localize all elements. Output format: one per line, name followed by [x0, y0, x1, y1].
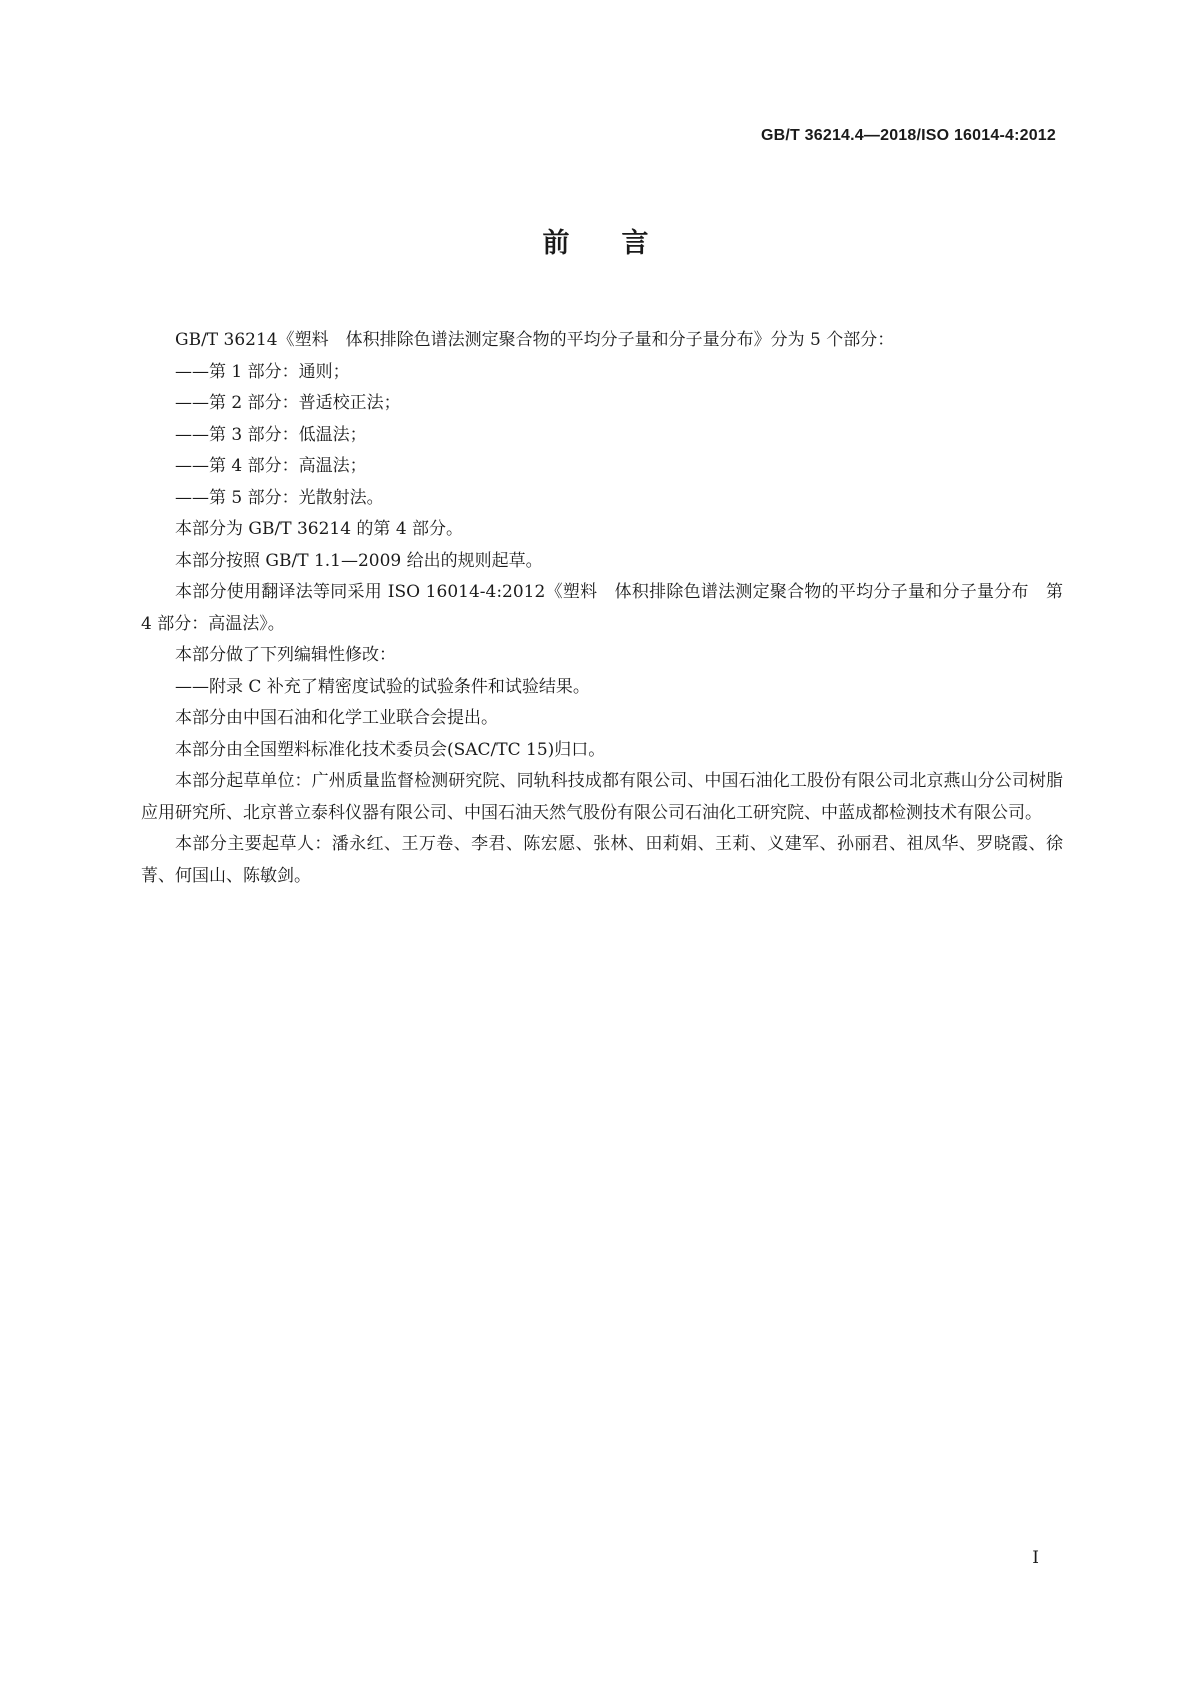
part-list-item: ——第 4 部分：高温法；: [175, 456, 367, 476]
drafting-units-statement: 本部分起草单位：广州质量监督检测研究院、同轨科技成都有限公司、中国石油化工股份有限公司北京燕山分公司树脂应用研究所、北京普立泰科仪器有限公司、中国石油天然气股份有限公司石油化工研究院、中蓝成都检测技术有限公司。: [141, 771, 1063, 823]
page-number: I: [1032, 1548, 1039, 1568]
part-list-item: ——第 1 部分：通则；: [175, 361, 350, 382]
drafting-rules-statement: 本部分按照 GB/T 1.1—2009 给出的规则起草。: [175, 550, 543, 571]
part-list-item: ——第 2 部分：普适校正法；: [175, 393, 401, 413]
adoption-statement: 本部分使用翻译法等同采用 ISO 16014-4:2012《塑料 体积排除色谱法测定聚合物的平均分子量和分子量分布 第 4 部分：高温法》。: [141, 582, 1063, 634]
edit-list-item: ——附录 C 补充了精密度试验的试验条件和试验结果。: [175, 676, 590, 697]
proposed-by-statement: 本部分由中国石油和化学工业联合会提出。: [175, 708, 498, 728]
intro-paragraph: GB/T 36214《塑料 体积排除色谱法测定聚合物的平均分子量和分子量分布》分为 5 个部分：: [175, 330, 895, 350]
foreword-body: [141, 325, 1063, 892]
part-of-statement: 本部分为 GB/T 36214 的第 4 部分。: [175, 519, 464, 539]
drafters-statement: 本部分主要起草人：潘永红、王万卷、李君、陈宏愿、张林、田莉娟、王莉、义建军、孙丽君、祖凤华、罗晓霞、徐菁、何国山、陈敏剑。: [141, 834, 1063, 886]
centralized-by-statement: 本部分由全国塑料标准化技术委员会(SAC/TC 15)归口。: [175, 739, 606, 760]
part-list-item: ——第 3 部分：低温法；: [175, 424, 367, 445]
edits-intro: 本部分做了下列编辑性修改：: [175, 645, 396, 665]
page-title: 前言: [542, 228, 701, 259]
standard-code: GB/T 36214.4—2018/ISO 16014-4:2012: [761, 127, 1056, 144]
part-list-item: ——第 5 部分：光散射法。: [175, 487, 384, 508]
